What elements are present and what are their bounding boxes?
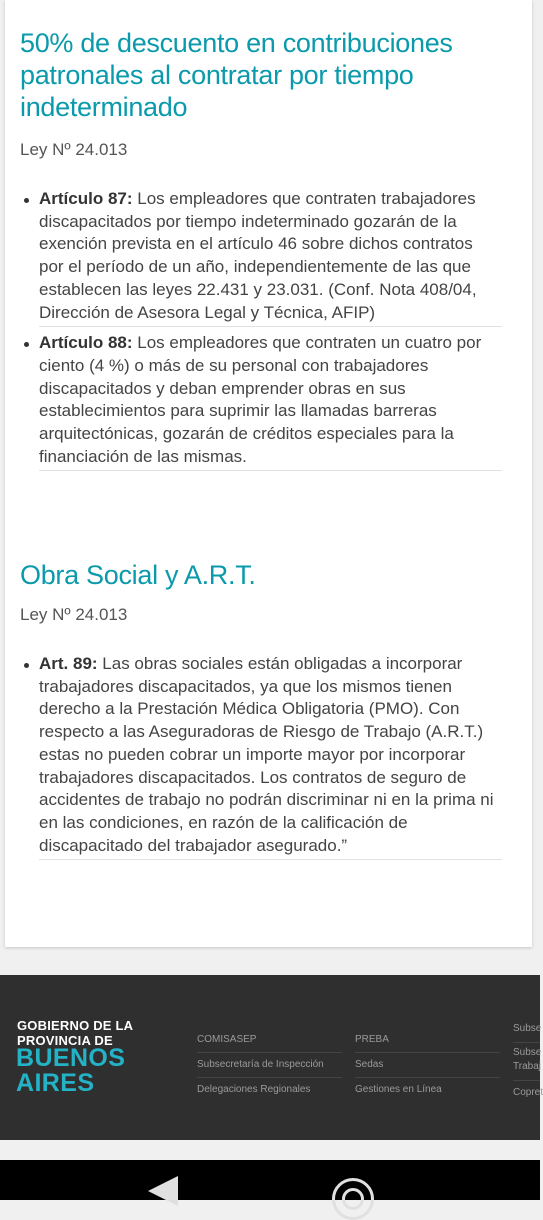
footer-link[interactable]: Subse: [513, 1023, 542, 1034]
section-title-descuento: 50% de descuento en contribuciones patronales al contratar por tiempo indeterminado: [20, 28, 453, 122]
footer-logo-text: GOBIERNO DE LA PROVINCIA DE: [17, 1018, 134, 1048]
law-reference: Ley Nº 24.013: [20, 605, 128, 624]
android-navigation-bar: [0, 1160, 540, 1200]
list-item: [20, 653, 502, 860]
footer-link[interactable]: Subse Trabaj: [513, 1042, 540, 1080]
footer-link[interactable]: COMISASEP: [197, 1034, 257, 1045]
content-card: [5, 0, 532, 947]
article-label: Artículo 87:: [39, 189, 133, 208]
list-item: [20, 188, 502, 327]
footer-logo[interactable]: BUENOS AIRES: [16, 1044, 126, 1097]
footer-link[interactable]: PREBA: [355, 1034, 389, 1045]
footer-col-1: [197, 1028, 342, 1102]
article-text: Los empleadores que contraten trabajadores discapacitados por tiempo indeterminado gozarán de la exención prevista en el artículo 46 sobre dichos contratos por el período de un año, independientemente de las que establecen las leyes 22.431 y 23.031. (Conf. Nota 408/04, Dirección de Asesora Legal y Técnica, AFIP): [39, 189, 477, 322]
footer-link[interactable]: Subsecretaría de Inspección: [197, 1052, 342, 1077]
article-text: Las obras sociales están obligadas a incorporar trabajadores discapacitados, ya que los mismos tienen derecho a la Prestación Médica Obligatoria (PMO). Con respecto a las Aseguradoras de Riesgo de Trabajo (A.R.T.) estas no pueden cobrar un importe mayor por incorporar trabajadores discapacitados. Los contratos de seguro de accidentes de trabajo no podrán discriminar ni en la prima ni en las condiciones, en razón de la calificación de discapacitado del trabajador asegurado.”: [39, 654, 494, 855]
footer-col-3: [513, 1015, 543, 1105]
footer-link[interactable]: Copret: [513, 1080, 540, 1105]
home-circle-icon[interactable]: [332, 1178, 374, 1220]
back-triangle-icon[interactable]: [148, 1176, 178, 1206]
article-label: Art. 89:: [39, 654, 98, 673]
law-reference: Ley Nº 24.013: [20, 140, 128, 159]
footer-link[interactable]: Delegaciones Regionales: [197, 1077, 342, 1102]
site-footer: [0, 975, 543, 1140]
footer-link[interactable]: Sedas: [355, 1052, 500, 1077]
footer-col-2: [355, 1028, 500, 1102]
footer-link[interactable]: Gestiones en Línea: [355, 1077, 500, 1102]
article-list: [20, 188, 502, 471]
article-list: [20, 653, 502, 860]
article-text: Los empleadores que contraten un cuatro por ciento (4 %) o más de su personal con trabajadores discapacitados y deban emprender obras en sus establecimientos para suprimir las llamadas barreras arquitectónicas, gozarán de créditos especiales para la financiación de las mismas.: [39, 333, 482, 466]
article-label: Artículo 88:: [39, 333, 133, 353]
list-item: [20, 332, 502, 471]
section-title-obra-social: Obra Social y A.R.T.: [20, 560, 256, 590]
